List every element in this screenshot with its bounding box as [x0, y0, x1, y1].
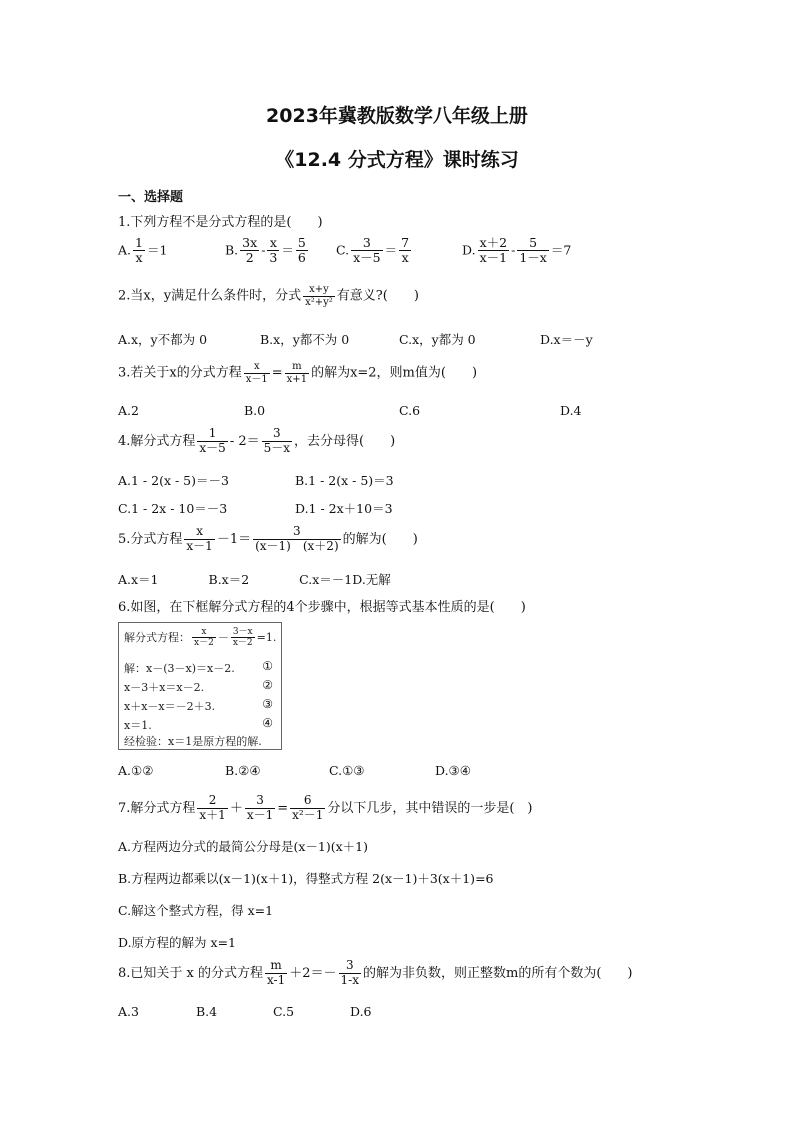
question-6-option-c: C.①③	[329, 763, 365, 778]
question-4-option-d: D.1 - 2x＋10＝3	[295, 501, 393, 516]
box-line-step-1: 解：x－(3－x)＝x－2.	[124, 662, 235, 675]
question-2-option-a: A.x，y不都为 0	[118, 332, 208, 347]
question-3-option-c: C.6	[399, 403, 421, 418]
question-4-option-a: A.1 - 2(x - 5)＝－3	[118, 473, 229, 488]
question-4-stem: 4.解分式方程 $\frac{1}{x-5}$ - 2＝ $\frac{3}{5-x}$ ，去分母得( )	[118, 426, 396, 455]
question-6-option-a: A.①②	[118, 763, 154, 778]
question-1-option-b: B. $\frac{3x}{2}$ - $\frac{x}{3}$ ＝ $\frac{5}{6}$	[225, 235, 306, 266]
box-line-step-4: x＝1.	[124, 719, 152, 732]
question-2-stem: 2.当x，y满足什么条件时，分式 $\frac{x+y}{\text{x²+y²}}$ 有意义?( )	[118, 284, 419, 308]
question-3-option-d: D.4	[560, 403, 582, 418]
question-3-option-a: A.2	[118, 403, 139, 418]
question-4-option-c: C.1 - 2x - 10＝－3	[118, 501, 228, 516]
question-7-stem: 7.解分式方程 $\frac{2}{x+1}$ ＋ $\frac{3}{x-1}$ = $\frac{6}{\text{x²－1}}$ 分以下几步，其中错误的一步是( )	[118, 793, 533, 822]
step-marker-4: ④	[262, 716, 273, 730]
box-line-check: 经检验：x＝1是原方程的解.	[124, 735, 262, 748]
question-7-option-b: B.方程两边都乘以(x－1)(x＋1)，得整式方程 2(x－1)＋3(x＋1)=6	[118, 871, 494, 886]
question-4-option-b: B.1 - 2(x - 5)＝3	[295, 473, 394, 488]
question-2-option-b: B.x，y都不为 0	[260, 332, 350, 347]
question-8-option-b: B.4	[196, 1004, 218, 1019]
solution-steps-box	[118, 622, 282, 750]
question-7-option-d: D.原方程的解为 x=1	[118, 935, 236, 950]
question-3-option-b: B.0	[244, 403, 266, 418]
box-line-step-3: x＋x－x＝－2＋3.	[124, 700, 216, 713]
step-marker-2: ②	[262, 678, 273, 692]
question-8-option-a: A.3	[118, 1004, 139, 1019]
question-8-stem: 8.已知关于 x 的分式方程 $\frac{m}{x-1}$ ＋2＝－ $\frac{3}{1-x}$ 的解为非负数，则正整数m的所有个数为( )	[118, 958, 633, 987]
question-6-option-d: D.③④	[435, 763, 471, 778]
box-line-step-2: x－3＋x＝x－2.	[124, 681, 205, 694]
question-8-option-c: C.5	[273, 1004, 295, 1019]
question-1-option-a: A. $\frac{1}{x}$ ＝1	[118, 235, 168, 266]
question-6-stem: 6.如图，在下框解分式方程的4个步骤中，根据等式基本性质的是( )	[118, 600, 526, 615]
question-1-option-c: C. $\frac{3}{x-5}$ ＝ $\frac{7}{x}$	[336, 235, 410, 266]
document-subtitle: 《12.4 分式方程》课时练习	[275, 149, 519, 171]
step-marker-3: ③	[262, 697, 273, 711]
question-5-stem: 5.分式方程 $\frac{x}{x-1}$ －1＝ $\frac{3}{(x-1) (x+2)}$ 的解为( )	[118, 524, 418, 553]
question-2-option-d: D.x＝－y	[540, 332, 593, 347]
document-title: 2023年冀教版数学八年级上册	[266, 105, 528, 127]
question-2-option-c: C.x，y都为 0	[399, 332, 476, 347]
question-7-option-a: A.方程两边分式的最简公分母是(x－1)(x＋1)	[118, 839, 369, 854]
question-7-option-c: C.解这个整式方程，得 x=1	[118, 903, 274, 918]
question-8-option-d: D.6	[350, 1004, 372, 1019]
section-heading: 一、选择题	[118, 190, 184, 205]
question-1-option-d: D. $\frac{x+2}{x-1}$ - $\frac{5}{1-x}$ ＝7	[462, 235, 572, 266]
question-6-option-b: B.②④	[225, 763, 261, 778]
question-1-stem: 1.下列方程不是分式方程的是( )	[118, 215, 323, 230]
box-line-equation: 解分式方程： $\frac{x}{x-2}$ － $\frac{3-x}{x-2}$ =1.	[124, 627, 277, 649]
question-3-stem: 3.若关于x的分式方程 $\frac{x}{x-1}$ = $\frac{m}{x+1}$ 的解为x=2，则m值为( )	[118, 361, 478, 385]
step-marker-1: ①	[262, 659, 273, 673]
question-5-options: A.x＝1 B.x＝2 C.x＝－1D.无解	[118, 572, 391, 587]
